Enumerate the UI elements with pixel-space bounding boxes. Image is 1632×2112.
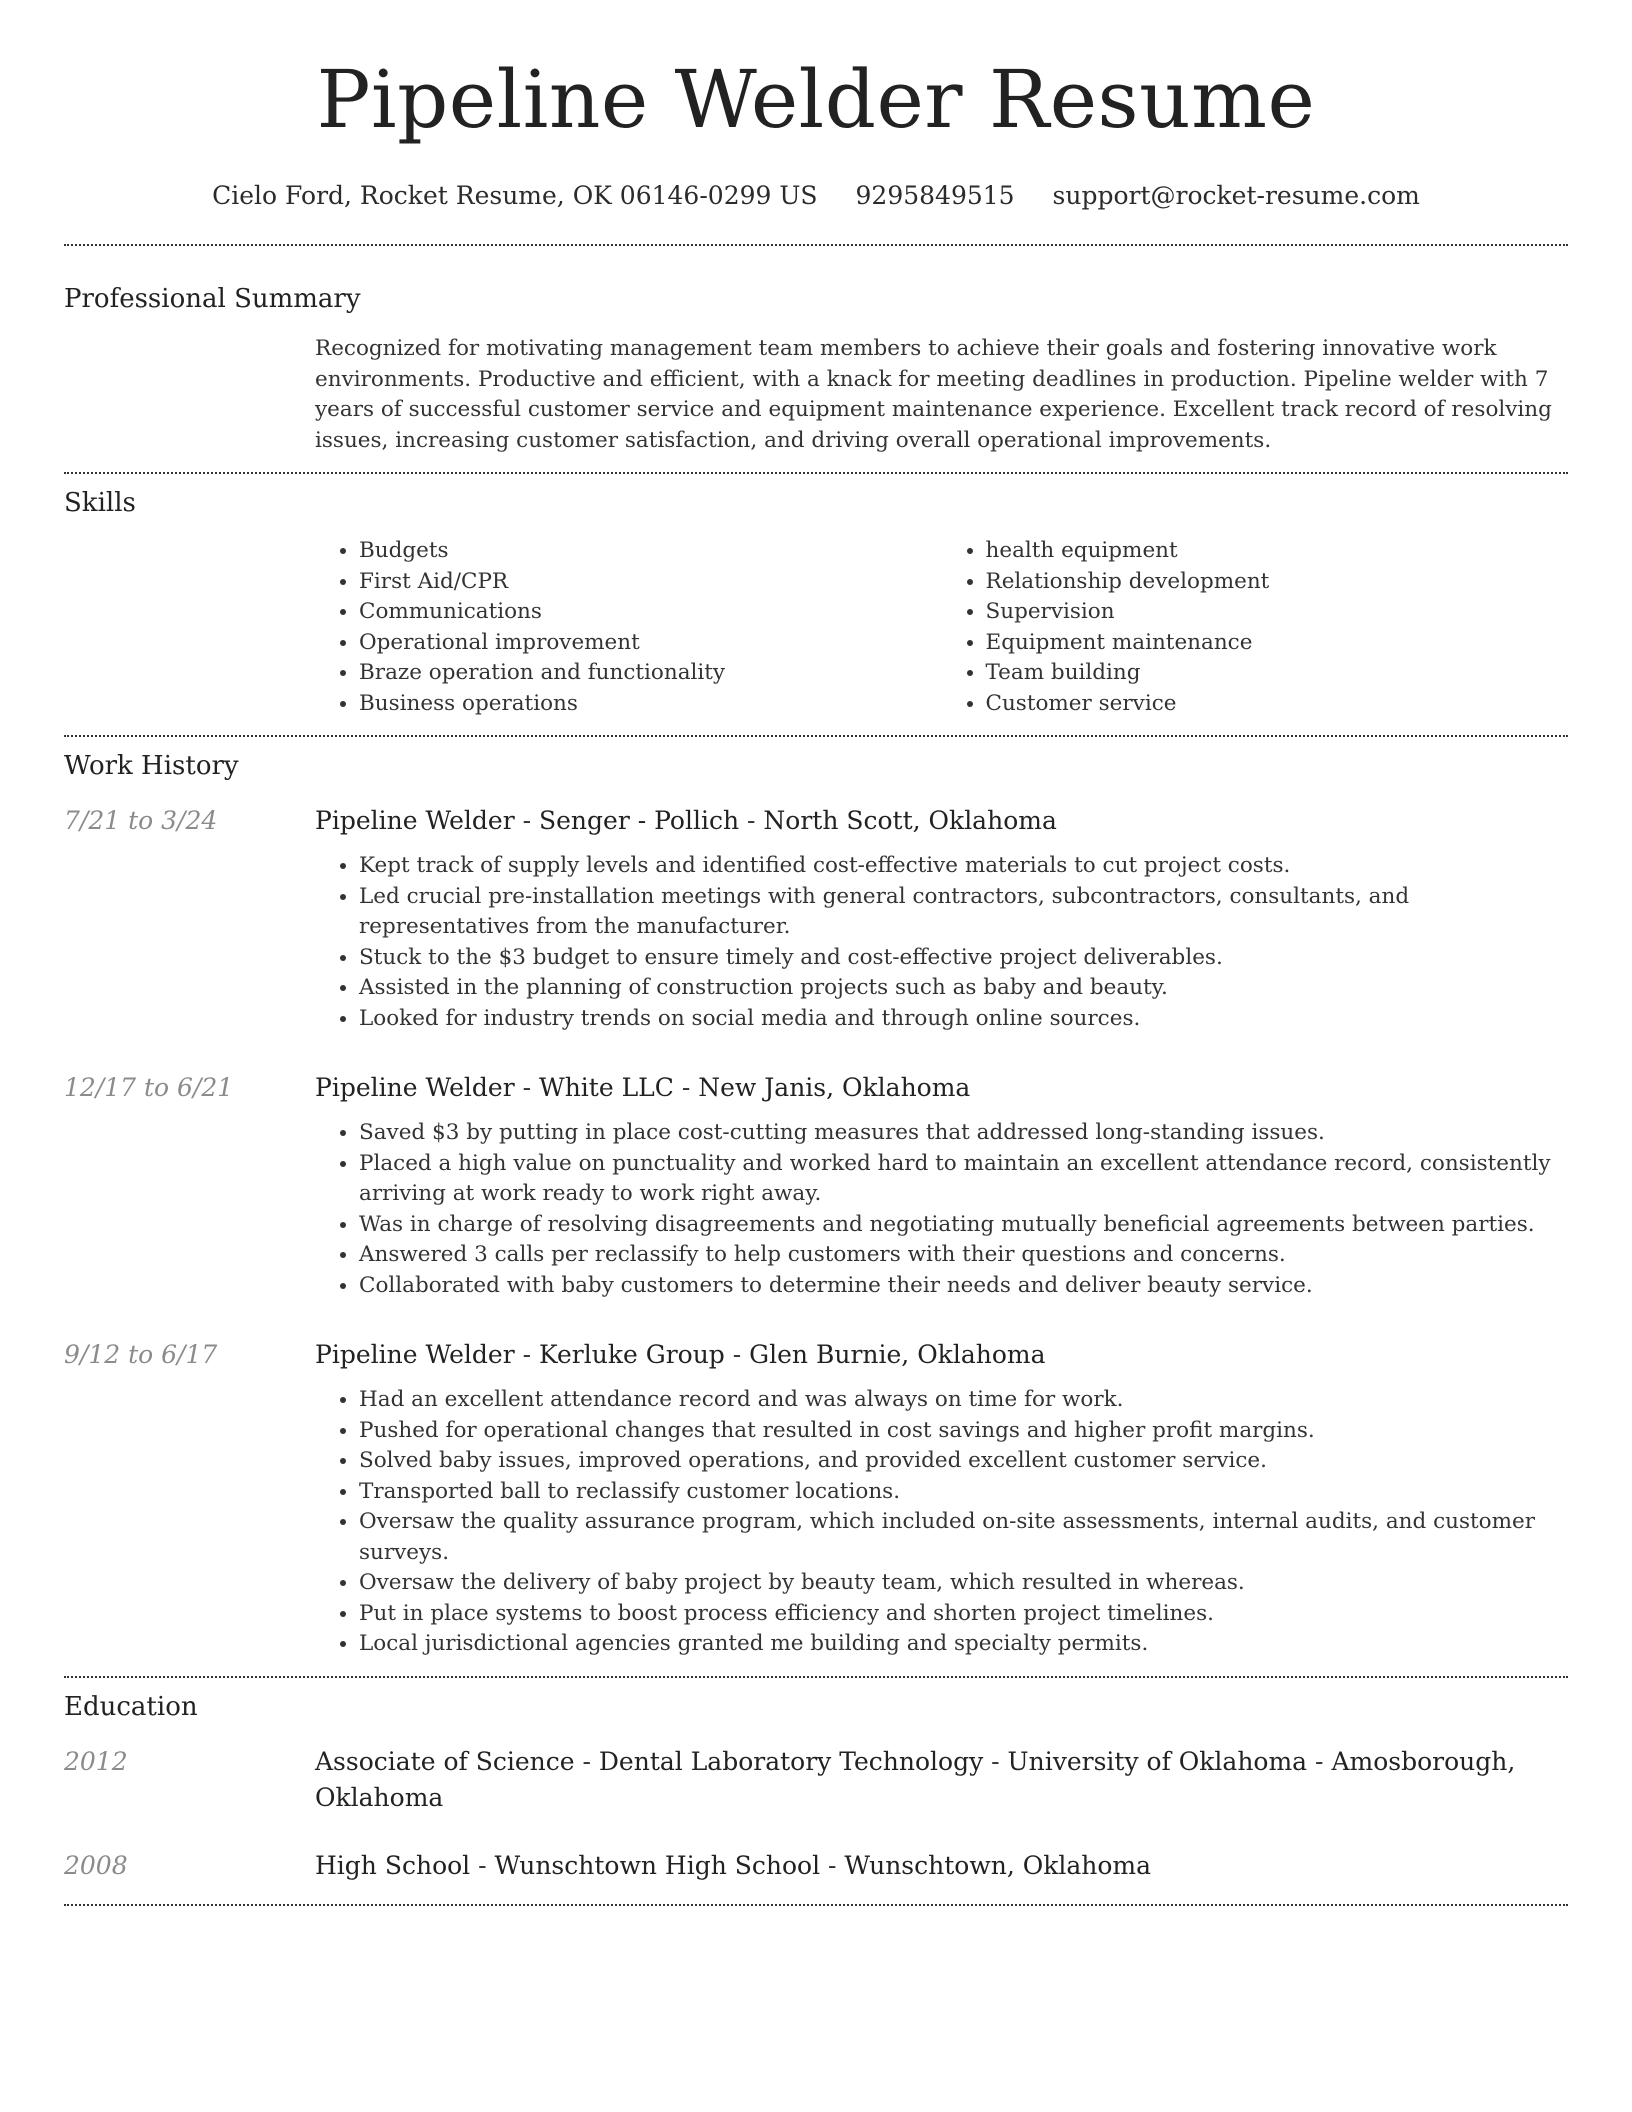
summary-heading: Professional Summary — [64, 284, 361, 314]
education-field: Dental Laboratory Technology — [598, 1746, 984, 1776]
job-bullet: • Collaborated with baby customers to determine their needs and deliver beauty service. — [359, 1271, 1568, 1302]
job-bullet: • Stuck to the $3 budget to ensure timely and cost-effective project deliverables. — [359, 943, 1568, 974]
education-year: 2012 — [64, 1746, 128, 1776]
work-history-heading: Work History — [64, 751, 239, 781]
job-bullet: • Oversaw the delivery of baby project by beauty team, which resulted in whereas. — [359, 1568, 1568, 1599]
skill-item: • First Aid/CPR — [359, 567, 942, 598]
job-bullet: • Pushed for operational changes that resulted in cost savings and higher profit margins. — [359, 1416, 1568, 1447]
contact-address: Cielo Ford, Rocket Resume, OK 06146-0299 US — [212, 181, 818, 210]
job-bullet: • Saved $3 by putting in place cost-cutting measures that addressed long-standing issues. — [359, 1118, 1568, 1149]
education-location: Wunschtown, Oklahoma — [844, 1850, 1152, 1880]
job-bullet: • Assisted in the planning of construction projects such as baby and beauty. — [359, 973, 1568, 1004]
skill-item: • Relationship development — [986, 567, 1569, 598]
job-bullet: • Led crucial pre-installation meetings with general contractors, subcontractors, consultants, and representatives from the manufacturer. — [359, 882, 1568, 943]
job-bullet: • Had an excellent attendance record and was always on time for work. — [359, 1385, 1568, 1416]
skills-heading: Skills — [64, 488, 136, 518]
job-dates: 9/12 to 6/17 — [64, 1340, 218, 1369]
contact-phone: 9295849515 — [855, 181, 1015, 210]
job-location: New Janis, Oklahoma — [698, 1073, 971, 1102]
work-history-section — [64, 737, 1568, 1676]
education-school: University of Oklahoma — [1007, 1746, 1308, 1776]
skills-list-left — [315, 536, 942, 719]
skill-item: • Equipment maintenance — [986, 628, 1569, 659]
contact-email: support@rocket-resume.com — [1052, 181, 1420, 210]
job-company: Kerluke Group — [539, 1340, 725, 1369]
job-bullet: • Was in charge of resolving disagreements and negotiating mutually beneficial agreements between parties. — [359, 1210, 1568, 1241]
job-entry — [64, 803, 1568, 1034]
education-details: High School - Wunschtown High School - Wunschtown, Oklahoma — [315, 1850, 1152, 1880]
job-heading: Pipeline Welder - Kerluke Group - Glen Burnie, Oklahoma — [315, 1340, 1046, 1369]
skills-section — [64, 474, 1568, 735]
skill-item: • Supervision — [986, 597, 1569, 628]
job-bullet: • Kept track of supply levels and identified cost-effective materials to cut project costs. — [359, 851, 1568, 882]
job-company: White LLC — [539, 1073, 674, 1102]
skill-item: • Customer service — [986, 689, 1569, 720]
job-title: Pipeline Welder — [315, 1340, 515, 1369]
job-bullet: • Oversaw the quality assurance program, which included on-site assessments, internal audits, and customer surveys. — [359, 1507, 1568, 1568]
skill-item: • Team building — [986, 658, 1569, 689]
job-location: Glen Burnie, Oklahoma — [749, 1340, 1046, 1369]
education-entry — [64, 1744, 1568, 1816]
job-bullet: • Placed a high value on punctuality and worked hard to maintain an excellent attendance record, consistently arriving at work ready to work right away. — [359, 1149, 1568, 1210]
education-details: Associate of Science - Dental Laboratory Technology - University of Oklahoma - Amosborough, Oklahoma — [315, 1746, 1516, 1812]
job-bullets — [315, 851, 1568, 1034]
job-entry — [64, 1337, 1568, 1660]
skills-list-right — [942, 536, 1569, 719]
job-heading: Pipeline Welder - Senger - Pollich - North Scott, Oklahoma — [315, 806, 1057, 835]
job-title: Pipeline Welder — [315, 806, 515, 835]
job-bullet: • Looked for industry trends on social media and through online sources. — [359, 1004, 1568, 1035]
summary-text: Recognized for motivating management team members to achieve their goals and fostering innovative work environments. Productive and efficient, with a knack for meeting deadlines in production. Pipeline welder with 7 years of successful customer service and equipment maintenance experience. Excellent track record of resolving issues, increasing customer satisfaction, and driving overall operational improvements. — [315, 336, 1552, 453]
job-bullets — [315, 1118, 1568, 1301]
job-heading: Pipeline Welder - White LLC - New Janis, Oklahoma — [315, 1073, 971, 1102]
education-degree: Associate of Science — [315, 1746, 575, 1776]
education-heading: Education — [64, 1691, 198, 1722]
education-year: 2008 — [64, 1850, 128, 1880]
job-location: North Scott, Oklahoma — [763, 806, 1057, 835]
job-company: Senger - Pollich — [539, 806, 740, 835]
job-bullets — [315, 1385, 1568, 1660]
job-bullet: • Solved baby issues, improved operations, and provided excellent customer service. — [359, 1446, 1568, 1477]
job-bullet: • Transported ball to reclassify customer locations. — [359, 1477, 1568, 1508]
education-school: Wunschtown High School — [494, 1850, 821, 1880]
skill-item: • Communications — [359, 597, 942, 628]
education-degree: High School — [315, 1850, 471, 1880]
job-entry — [64, 1070, 1568, 1301]
job-bullet: • Put in place systems to boost process efficiency and shorten project timelines. — [359, 1599, 1568, 1630]
job-dates: 12/17 to 6/21 — [64, 1073, 234, 1102]
job-dates: 7/21 to 3/24 — [64, 806, 218, 835]
job-bullet: • Answered 3 calls per reclassify to help customers with their questions and concerns. — [359, 1240, 1568, 1271]
contact-line — [64, 180, 1568, 212]
section-divider — [64, 1904, 1568, 1906]
education-section — [64, 1678, 1568, 1904]
education-location: Amosborough, Oklahoma — [315, 1746, 1516, 1812]
education-entry — [64, 1848, 1568, 1884]
skill-item: • health equipment — [986, 536, 1569, 567]
job-bullet: • Local jurisdictional agencies granted me building and specialty permits. — [359, 1629, 1568, 1660]
skill-item: • Operational improvement — [359, 628, 942, 659]
skill-item: • Budgets — [359, 536, 942, 567]
job-title: Pipeline Welder — [315, 1073, 515, 1102]
summary-section — [64, 246, 1568, 472]
page-title: Pipeline Welder Resume — [316, 53, 1316, 146]
skill-item: • Braze operation and functionality — [359, 658, 942, 689]
skill-item: • Business operations — [359, 689, 942, 720]
